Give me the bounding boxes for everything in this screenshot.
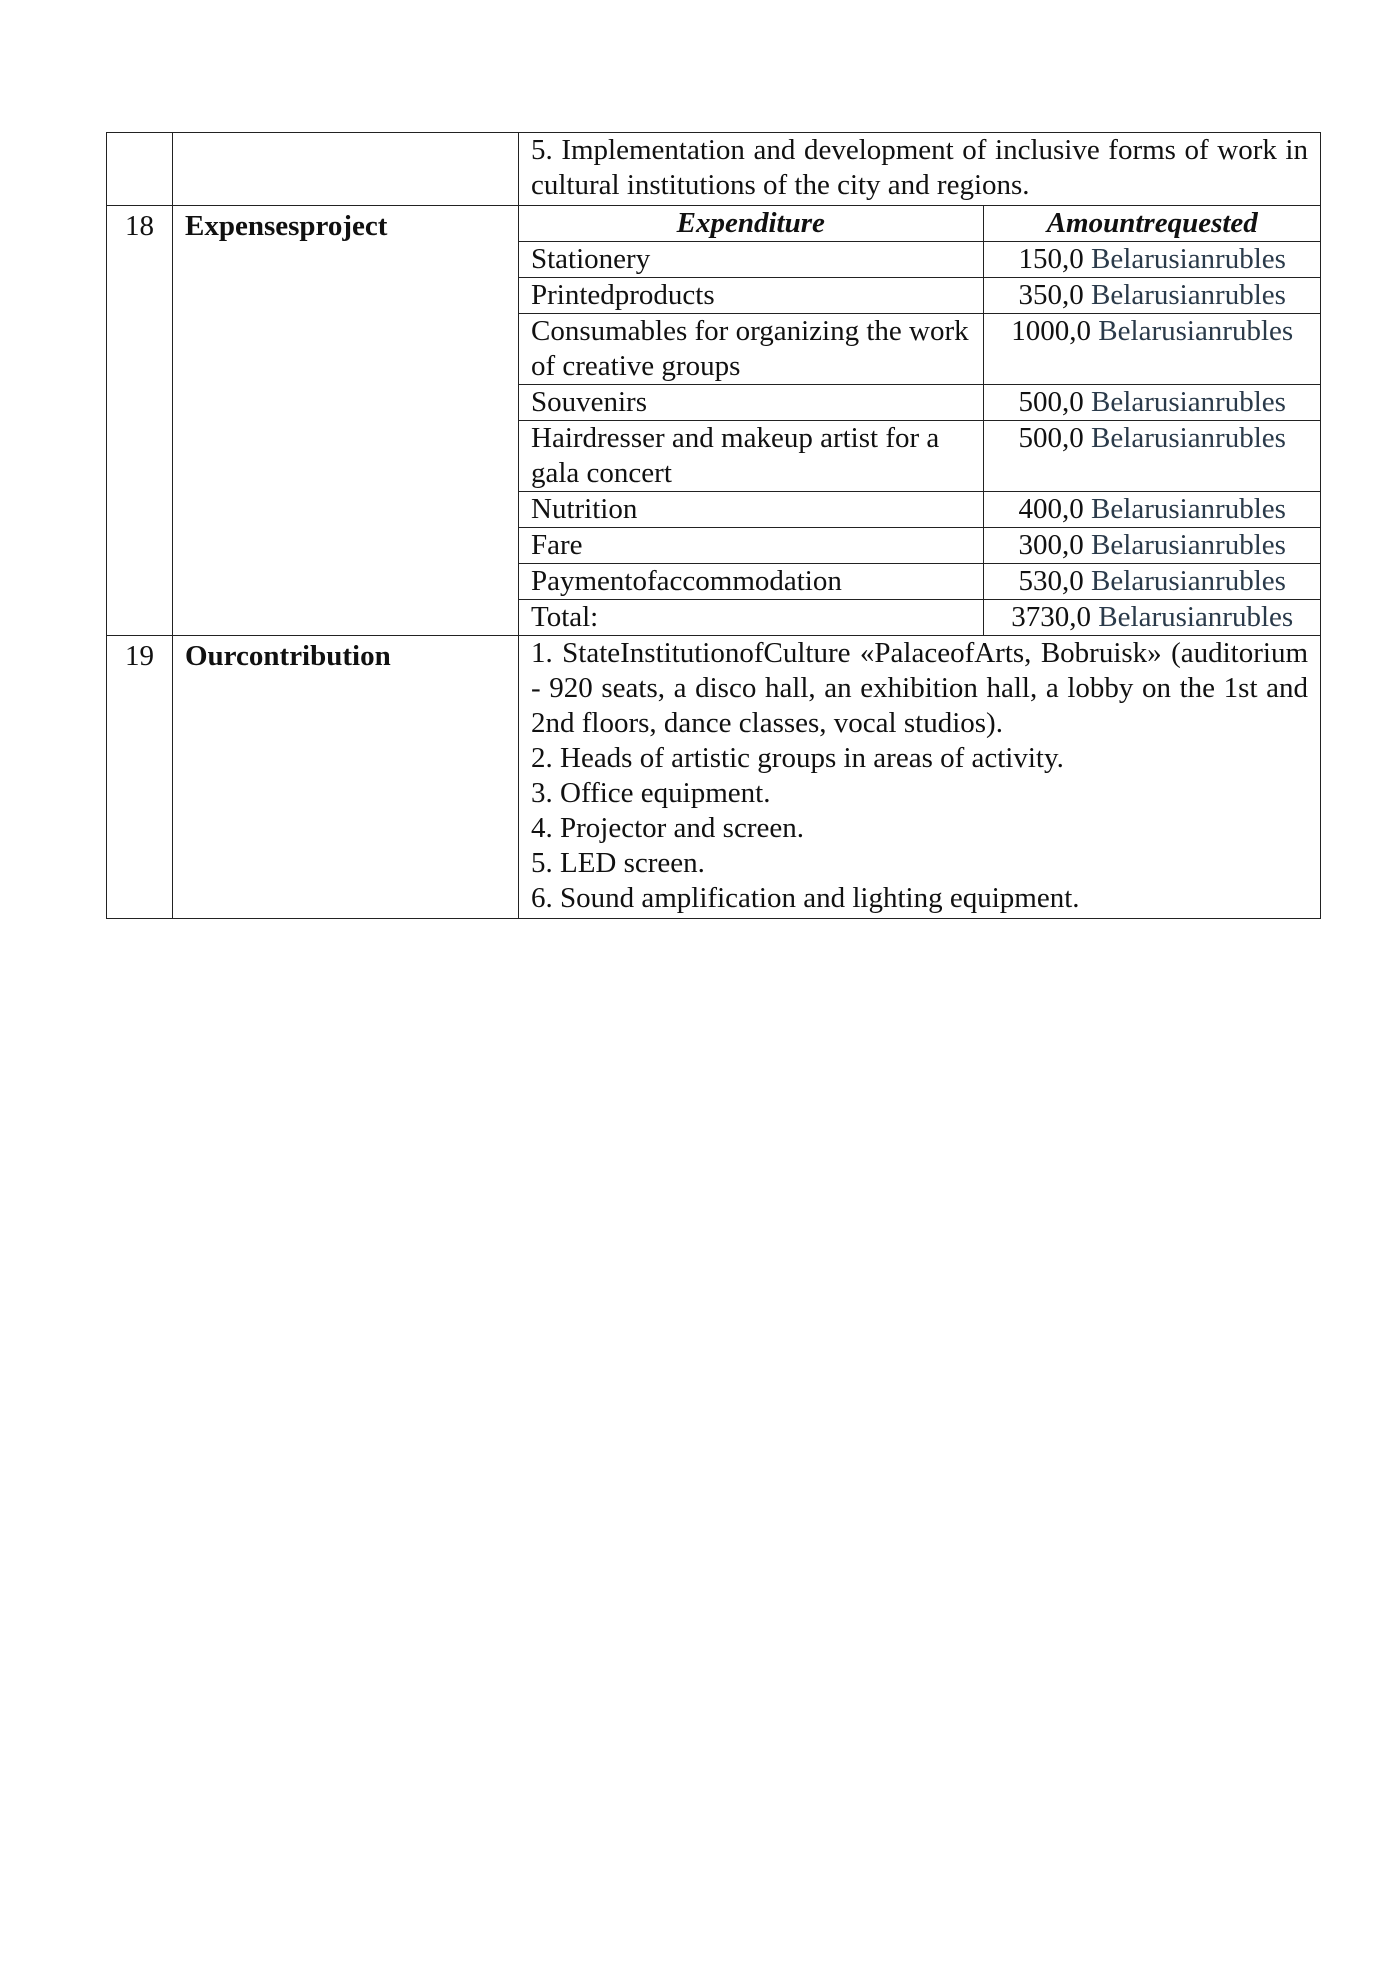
table-row-contribution [107, 636, 1321, 919]
amount-value: 530,0 [1018, 565, 1084, 597]
amount-value: 400,0 [1018, 493, 1084, 525]
row-title: Ourcontribution [173, 636, 519, 919]
expenses-table [519, 206, 1321, 635]
contribution-item: 3. Office equipment. [531, 777, 771, 809]
contribution-item: 2. Heads of artistic groups in areas of activity. [531, 742, 1064, 774]
amount-value: 150,0 [1018, 243, 1084, 275]
amount-header: Amountrequested [983, 206, 1321, 242]
expense-row [519, 385, 1321, 421]
expense-amount [983, 564, 1321, 600]
amount-currency: Belarusianrubles [1091, 279, 1286, 311]
expense-amount [983, 421, 1321, 492]
contribution-item: 6. Sound amplification and lighting equipment. [531, 882, 1080, 914]
expense-name: Stationery [519, 242, 983, 278]
expense-amount [983, 492, 1321, 528]
contribution-item: 4. Projector and screen. [531, 812, 804, 844]
amount-currency: Belarusianrubles [1091, 529, 1286, 561]
amount-value: 300,0 [1018, 529, 1084, 561]
amount-currency: Belarusianrubles [1091, 493, 1286, 525]
amount-value: 1000,0 [1011, 315, 1092, 347]
contribution-item: 1. StateInstitutionofCulture «PalaceofArts, Bobruisk» (auditorium - 920 seats, a disco hall, an exhibition hall, a lobby on the 1st and 2nd floors, dance classes, vocal studios). [531, 637, 1308, 739]
expense-name: Hairdresser and makeup artist for a gala concert [519, 421, 983, 492]
expense-name: Nutrition [519, 492, 983, 528]
total-amount [983, 600, 1321, 636]
expense-name: Paymentofaccommodation [519, 564, 983, 600]
amount-currency: Belarusianrubles [1091, 386, 1286, 418]
expense-name: Printedproducts [519, 278, 983, 314]
expense-row [519, 492, 1321, 528]
expense-row [519, 528, 1321, 564]
row-number: 19 [107, 636, 173, 919]
expense-total-row [519, 600, 1321, 636]
expense-row [519, 421, 1321, 492]
total-label: Total: [519, 600, 983, 636]
expense-name: Souvenirs [519, 385, 983, 421]
inclusive-forms-text: 5. Implementation and development of inclusive forms of work in cultural institutions of the city and regions. [519, 133, 1321, 206]
table-row-continuation [107, 133, 1321, 206]
expense-name: Fare [519, 528, 983, 564]
expenses-cell [519, 206, 1321, 636]
document-page [106, 132, 1320, 919]
table-row-expenses [107, 206, 1321, 636]
amount-value: 350,0 [1018, 279, 1084, 311]
project-table [106, 132, 1321, 919]
total-currency: Belarusianrubles [1098, 601, 1294, 633]
expense-amount [983, 278, 1321, 314]
expense-amount [983, 528, 1321, 564]
expense-name: Consumables for organizing the work of creative groups [519, 314, 983, 385]
expense-amount [983, 242, 1321, 278]
total-value: 3730,0 [1011, 601, 1092, 633]
contribution-item: 5. LED screen. [531, 847, 705, 879]
expense-amount [983, 385, 1321, 421]
amount-value: 500,0 [1018, 422, 1084, 454]
amount-currency: Belarusianrubles [1091, 565, 1286, 597]
expenditure-header: Expenditure [519, 206, 983, 242]
row-title-cell-empty [173, 133, 519, 206]
row-number-cell-empty [107, 133, 173, 206]
row-title: Expensesproject [173, 206, 519, 636]
expense-amount [983, 314, 1321, 385]
expense-row [519, 278, 1321, 314]
amount-currency: Belarusianrubles [1098, 315, 1294, 347]
contribution-list [519, 636, 1321, 919]
expense-row [519, 564, 1321, 600]
row-number: 18 [107, 206, 173, 636]
expenses-header-row [519, 206, 1321, 242]
amount-currency: Belarusianrubles [1091, 422, 1286, 454]
amount-value: 500,0 [1018, 386, 1084, 418]
amount-currency: Belarusianrubles [1091, 243, 1286, 275]
expense-row [519, 314, 1321, 385]
expense-row [519, 242, 1321, 278]
